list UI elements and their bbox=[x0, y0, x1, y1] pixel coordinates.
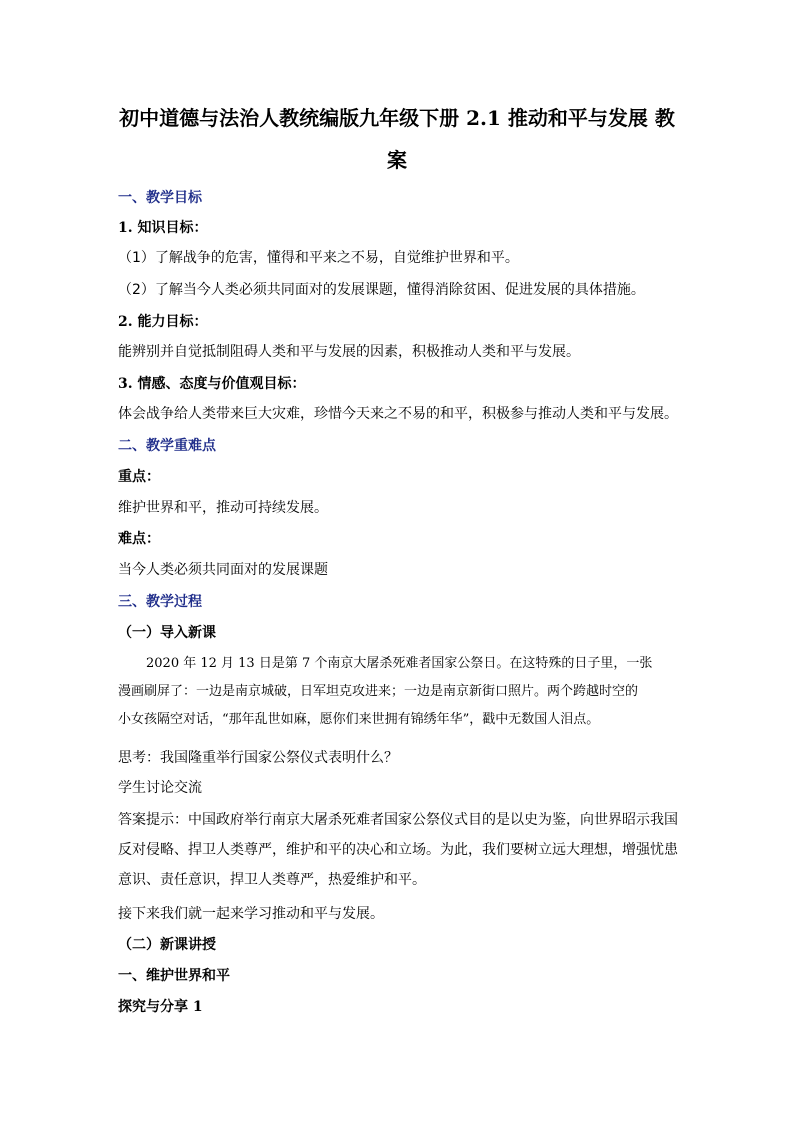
subheading-key: 重点： bbox=[118, 469, 160, 485]
key-text: 维护世界和平，推动可持续发展。 bbox=[118, 500, 328, 516]
intro-line-2: 漫画刷屏了：一边是南京城破，日军坦克攻进来；一边是南京新街口照片。两个跨越时空的 bbox=[118, 684, 639, 699]
subheading-emotion-goals: 3. 情感、态度与价值观目标： bbox=[118, 376, 306, 392]
subheading-knowledge-goals: 1. 知识目标： bbox=[118, 220, 208, 236]
document-title-line-2: 案 bbox=[387, 148, 407, 172]
intro-line-1: 2020 年 12 月 13 日是第 7 个南京大屠杀死难者国家公祭日。在这特殊的日子里，一张 bbox=[146, 656, 653, 671]
knowledge-item-2: （2）了解当今人类必须共同面对的发展课题，懂得消除贫困、促进发展的具体措施。 bbox=[118, 282, 645, 298]
discussion-text: 学生讨论交流 bbox=[118, 780, 202, 796]
intro-paragraph bbox=[118, 654, 676, 730]
question-text: 思考：我国隆重举行国家公祭仪式表明什么？ bbox=[118, 750, 398, 766]
section-heading-key-points: 二、教学重难点 bbox=[118, 438, 216, 454]
answer-paragraph bbox=[118, 810, 676, 890]
subheading-difficulty: 难点： bbox=[118, 531, 160, 547]
subheading-ability-goals: 2. 能力目标： bbox=[118, 314, 208, 330]
document-title-line-1: 初中道德与法治人教统编版九年级下册 2.1 推动和平与发展 教 bbox=[119, 106, 675, 130]
answer-line-3: 意识、责任意识，捍卫人类尊严，热爱维护和平。 bbox=[118, 872, 426, 888]
transition-text: 接下来我们就一起来学习推动和平与发展。 bbox=[118, 906, 384, 922]
section-heading-teaching-process: 三、教学过程 bbox=[118, 594, 202, 610]
ability-text: 能辨别并自觉抵制阻碍人类和平与发展的因素，积极推动人类和平与发展。 bbox=[118, 344, 580, 360]
difficulty-text: 当今人类必须共同面对的发展课题 bbox=[118, 562, 328, 578]
topic-heading-maintain-peace: 一、维护世界和平 bbox=[118, 968, 230, 984]
answer-line-1: 答案提示：中国政府举行南京大屠杀死难者国家公祭仪式目的是以史为鉴，向世界昭示我国 bbox=[118, 812, 678, 828]
subheading-lead-in: （一）导入新课 bbox=[118, 625, 216, 641]
section-heading-teaching-goals: 一、教学目标 bbox=[118, 190, 202, 206]
answer-line-2: 反对侵略、捍卫人类尊严，维护和平的决心和立场。为此，我们要树立远大理想，增强忧患 bbox=[118, 842, 678, 858]
explore-share-heading: 探究与分享 1 bbox=[118, 999, 203, 1015]
intro-line-3: 小女孩隔空对话，“那年乱世如麻，愿你们来世拥有锦绣年华”，戳中无数国人泪点。 bbox=[118, 712, 600, 727]
emotion-text: 体会战争给人类带来巨大灾难，珍惜今天来之不易的和平，积极参与推动人类和平与发展。 bbox=[118, 406, 678, 422]
knowledge-item-1: （1）了解战争的危害，懂得和平来之不易，自觉维护世界和平。 bbox=[118, 250, 519, 266]
subheading-new-lesson: （二）新课讲授 bbox=[118, 937, 216, 953]
